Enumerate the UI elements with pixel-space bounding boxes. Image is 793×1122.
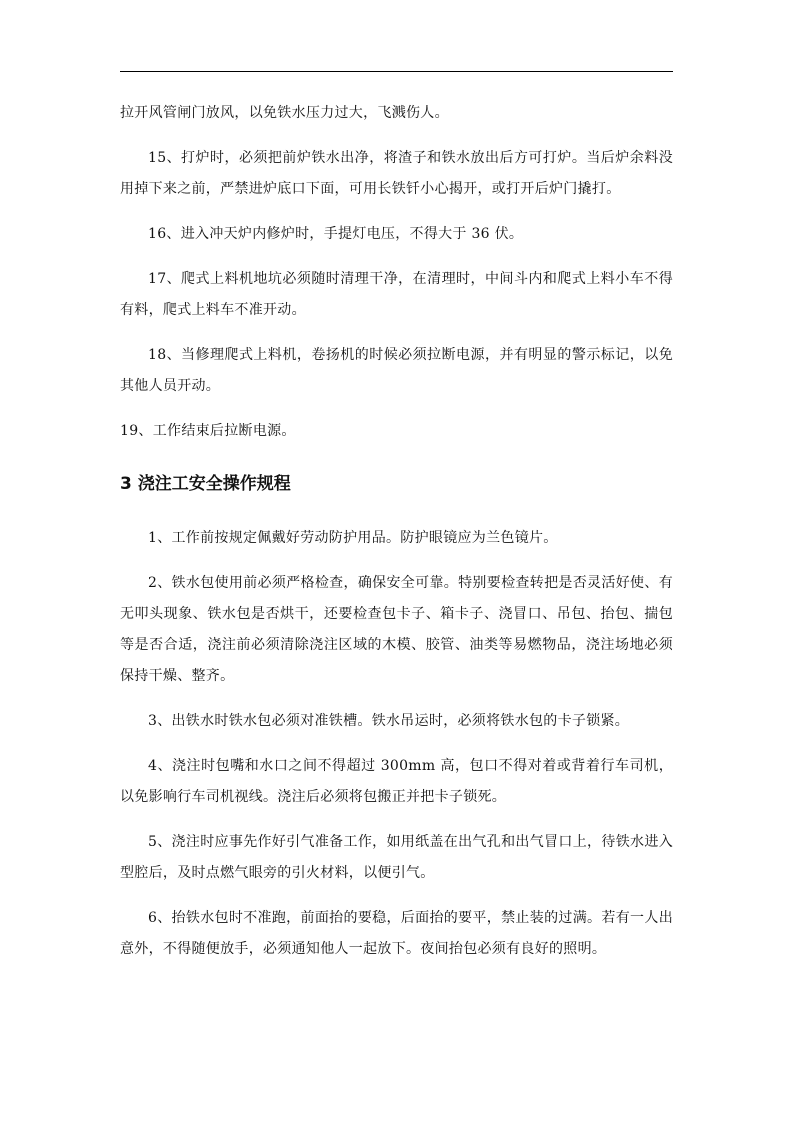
paragraph-item-15: 15、打炉时，必须把前炉铁水出净，将渣子和铁水放出后方可打炉。当后炉余料没用掉下来之前，严禁进炉底口下面，可用长铁钎小心揭开，或打开后炉门撬打。 <box>120 150 673 197</box>
paragraph-item-4: 4、浇注时包嘴和水口之间不得超过 300mm 高，包口不得对着或背着行车司机，以免影响行车司机视线。浇注后必须将包搬正并把卡子锁死。 <box>120 758 673 805</box>
section-heading: 3 浇注工安全操作规程 <box>120 474 291 494</box>
paragraph-item-16: 16、进入冲天炉内修炉时，手提灯电压，不得大于 36 伏。 <box>148 226 524 242</box>
paragraph-item-17: 17、爬式上料机地坑必须随时清理干净，在清理时，中间斗内和爬式上料小车不得有料，爬式上料车不准开动。 <box>120 271 673 318</box>
document-body <box>120 98 673 979</box>
paragraph-item-1: 1、工作前按规定佩戴好劳动防护用品。防护眼镜应为兰色镜片。 <box>148 530 558 546</box>
paragraph-item-5: 5、浇注时应事先作好引气准备工作，如用纸盖在出气孔和出气冒口上，待铁水进入型腔后，及时点燃气眼旁的引火材料，以便引气。 <box>120 834 673 881</box>
paragraph-item-19: 19、工作结束后拉断电源。 <box>120 423 296 439</box>
paragraph-item-18: 18、当修理爬式上料机，卷扬机的时候必须拉断电源，并有明显的警示标记，以免其他人员开动。 <box>120 347 673 394</box>
paragraph-item-6: 6、抬铁水包时不准跑，前面抬的要稳，后面抬的要平，禁止装的过满。若有一人出意外，不得随便放手，必须通知他人一起放下。夜间抬包必须有良好的照明。 <box>120 910 673 957</box>
paragraph-item-2: 2、铁水包使用前必须严格检查，确保安全可靠。特别要检查转把是否灵活好使、有无叩头现象、铁水包是否烘干，还要检查包卡子、箱卡子、浇冒口、吊包、抬包、揣包等是否合适，浇注前必须清除浇注区域的木模、胶管、油类等易燃物品，浇注场地必须保持干燥、整齐。 <box>120 575 673 684</box>
header-rule <box>120 71 673 72</box>
paragraph-item-3: 3、出铁水时铁水包必须对准铁槽。铁水吊运时，必须将铁水包的卡子锁紧。 <box>148 713 630 729</box>
paragraph-continuation: 拉开风管闸门放风，以免铁水压力过大，飞溅伤人。 <box>120 105 449 121</box>
